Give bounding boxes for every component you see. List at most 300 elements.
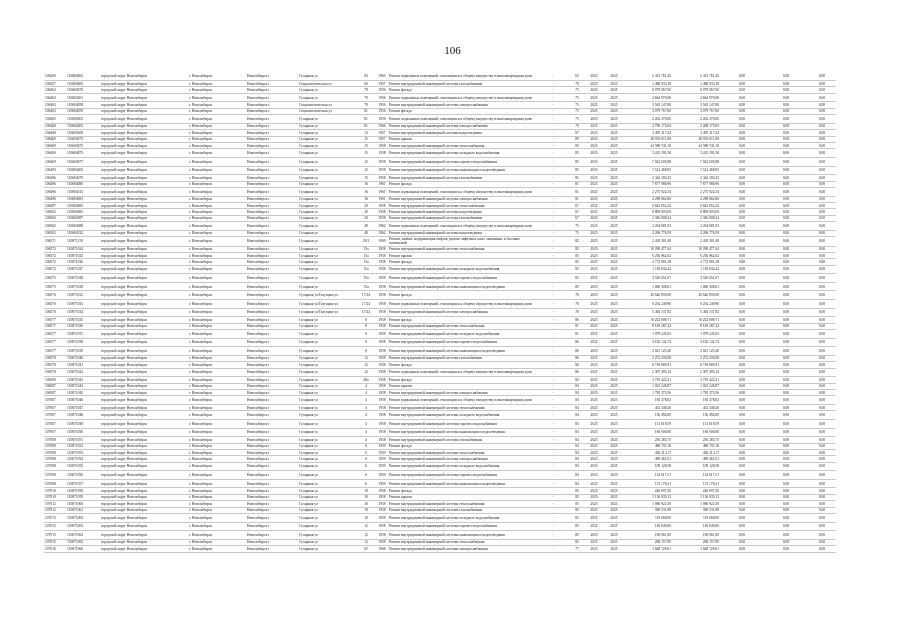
- cell-street: Сухарная ул: [298, 187, 356, 196]
- cell-z2: 0,00: [764, 323, 808, 329]
- cell-code: 110684080: [66, 181, 100, 187]
- cell-year: 1958: [376, 291, 388, 300]
- cell-a: 84: [570, 456, 584, 462]
- cell-work: Ремонт подвальных помещений, относящихся к общему имуществу в многоквартирном доме: [388, 368, 536, 377]
- cell-id: 106572: [44, 246, 66, 252]
- cell-z3: 0,00: [808, 338, 836, 347]
- cell-z3: 0,00: [808, 230, 836, 236]
- cell-street: Сухарная ул: [298, 209, 356, 215]
- cell-street: Сухарная ул: [298, 389, 356, 395]
- cell-z2: 0,00: [764, 115, 808, 124]
- cell-code: 110871063: [66, 522, 100, 531]
- cell-y2: 2025: [604, 87, 624, 93]
- cell-house: 8: [356, 317, 376, 323]
- cell-mun: городской округ Новосибирск: [100, 462, 188, 471]
- cell-y2: 2025: [604, 443, 624, 449]
- cell-z1: 0,00: [720, 522, 764, 531]
- cell-loc: Новосибирск г: [246, 330, 298, 339]
- cell-city: г. Новосибирск: [188, 108, 246, 114]
- cell-work: Ремонт внутридомовой инженерной системы электроснабжения: [388, 102, 536, 108]
- cell-city: г. Новосибирск: [188, 196, 246, 202]
- cell-code: 110871052: [66, 443, 100, 449]
- cell-s2: 2 415 761,45: [672, 72, 720, 81]
- cell-a: 81: [570, 181, 584, 187]
- cell-city: г. Новосибирск: [188, 449, 246, 455]
- cell-y1: 2025: [584, 456, 604, 462]
- cell-code: 110871034: [66, 308, 100, 317]
- cell-id: 107008: [44, 443, 66, 449]
- table-row: [44, 368, 836, 377]
- cell-dash: -: [536, 158, 570, 167]
- cell-street: Сухарная ул: [298, 265, 356, 274]
- cell-y2: 2025: [604, 383, 624, 389]
- cell-y2: 2025: [604, 323, 624, 329]
- cell-work: Ремонт подвальных помещений, относящихся к общему имуществу в многоквартирном доме: [388, 222, 536, 231]
- cell-mun: городской округ Новосибирск: [100, 209, 188, 215]
- cell-code: 110871048: [66, 411, 100, 420]
- cell-a: 84: [570, 428, 584, 437]
- cell-mun: городской округ Новосибирск: [100, 347, 188, 356]
- cell-dash: -: [536, 383, 570, 389]
- cell-y2: 2025: [604, 522, 624, 531]
- cell-work: Ремонт внутридомовой инженерной системы горячего водоснабжения: [388, 158, 536, 167]
- cell-city: г. Новосибирск: [188, 317, 246, 323]
- cell-work: Ремонт внутридомовой инженерной системы электроснабжения: [388, 546, 536, 552]
- cell-code: 110871050: [66, 428, 100, 437]
- table-row: [44, 282, 836, 291]
- cell-z1: 0,00: [720, 355, 764, 361]
- cell-z3: 0,00: [808, 102, 836, 108]
- cell-loc: Новосибирск г: [246, 72, 298, 81]
- cell-id: 106577: [44, 347, 66, 356]
- cell-a: 85: [570, 265, 584, 274]
- cell-z2: 0,00: [764, 317, 808, 323]
- cell-house: 17/24: [356, 300, 376, 309]
- cell-street: Сухарная ул: [298, 123, 356, 129]
- cell-mun: городской округ Новосибирск: [100, 259, 188, 265]
- cell-dash: -: [536, 317, 570, 323]
- table-row: [44, 419, 836, 428]
- cell-y1: 2025: [584, 202, 604, 208]
- cell-s2: 486 701,16: [672, 443, 720, 449]
- cell-dash: -: [536, 338, 570, 347]
- cell-z3: 0,00: [808, 539, 836, 545]
- cell-code: 110871057: [66, 479, 100, 488]
- cell-s2: 131 178,41: [672, 479, 720, 488]
- cell-z1: 0,00: [720, 389, 764, 395]
- cell-city: г. Новосибирск: [188, 246, 246, 252]
- cell-work: Ремонт фасада: [388, 87, 536, 93]
- cell-city: г. Новосибирск: [188, 81, 246, 87]
- cell-dash: -: [536, 377, 570, 383]
- cell-loc: Новосибирск г: [246, 158, 298, 167]
- cell-house: 4: [356, 437, 376, 443]
- cell-street: Сухарная ул: [298, 419, 356, 428]
- cell-street: Сухарная ул: [298, 355, 356, 361]
- cell-z1: 0,00: [720, 368, 764, 377]
- cell-z3: 0,00: [808, 246, 836, 252]
- cell-street: Сухарная ул: [298, 411, 356, 420]
- cell-city: г. Новосибирск: [188, 181, 246, 187]
- cell-z2: 0,00: [764, 108, 808, 114]
- cell-s2: 10 299 477,44: [672, 246, 720, 252]
- cell-work: Ремонт крыши: [388, 383, 536, 389]
- cell-work: Ремонт внутридомовой инженерной системы теплоснабжения: [388, 143, 536, 149]
- cell-loc: Новосибирск г: [246, 143, 298, 149]
- cell-mun: городской округ Новосибирск: [100, 362, 188, 368]
- cell-loc: Новосибирск г: [246, 93, 298, 102]
- cell-street: Сухарная ул: [298, 323, 356, 329]
- cell-z2: 0,00: [764, 175, 808, 181]
- cell-z1: 0,00: [720, 404, 764, 410]
- cell-z1: 0,00: [720, 428, 764, 437]
- cell-house: 81: [356, 108, 376, 114]
- cell-id: 106469: [44, 143, 66, 149]
- cell-y1: 2025: [584, 514, 604, 523]
- cell-mun: городской округ Новосибирск: [100, 265, 188, 274]
- cell-mun: городской округ Новосибирск: [100, 428, 188, 437]
- table-row: [44, 291, 836, 300]
- cell-loc: Новосибирск г: [246, 222, 298, 231]
- cell-y2: 2025: [604, 246, 624, 252]
- cell-street: Сухарная ул: [298, 338, 356, 347]
- cell-mun: городской округ Новосибирск: [100, 355, 188, 361]
- cell-dash: -: [536, 237, 570, 246]
- cell-z3: 0,00: [808, 291, 836, 300]
- cell-s2: 20 053 011,80: [672, 136, 720, 142]
- cell-z2: 0,00: [764, 368, 808, 377]
- table-row: [44, 308, 836, 317]
- cell-city: г. Новосибирск: [188, 377, 246, 383]
- cell-z3: 0,00: [808, 347, 836, 356]
- cell-id: 107008: [44, 456, 66, 462]
- cell-z3: 0,00: [808, 479, 836, 488]
- cell-s2: 1 060 308,61: [672, 282, 720, 291]
- cell-s1: 1 060 308,61: [624, 282, 672, 291]
- cell-year: 1958: [376, 265, 388, 274]
- cell-s1: 109 128,58: [624, 462, 672, 471]
- cell-work: Ремонт внутридомовой инженерной системы газоснабжения: [388, 81, 536, 87]
- cell-code: 110684313: [66, 187, 100, 196]
- cell-dash: -: [536, 102, 570, 108]
- cell-work: Ремонт внутридомовой инженерной системы горячего водоснабжения: [388, 274, 536, 283]
- cell-a: 85: [570, 175, 584, 181]
- cell-y1: 2025: [584, 215, 604, 221]
- cell-y2: 2025: [604, 308, 624, 317]
- cell-s2: 119 068,00: [672, 514, 720, 523]
- cell-house: 4: [356, 428, 376, 437]
- cell-y2: 2025: [604, 158, 624, 167]
- cell-loc: Новосибирск г: [246, 437, 298, 443]
- table-row: [44, 265, 836, 274]
- cell-code: 110871026: [66, 259, 100, 265]
- cell-s2: 2 182 142,74: [672, 338, 720, 347]
- cell-house: 8: [356, 338, 376, 347]
- cell-y2: 2025: [604, 282, 624, 291]
- cell-dash: -: [536, 123, 570, 129]
- cell-mun: городской округ Новосибирск: [100, 389, 188, 395]
- cell-s2: 256 283,75: [672, 437, 720, 443]
- cell-street: Сухарная ул: [298, 456, 356, 462]
- cell-a: 81: [570, 196, 584, 202]
- cell-s1: 6 842 852,22: [624, 202, 672, 208]
- cell-y1: 2025: [584, 230, 604, 236]
- cell-loc: Новосибирск г: [246, 428, 298, 437]
- cell-y1: 2025: [584, 209, 604, 215]
- cell-z3: 0,00: [808, 282, 836, 291]
- table-row: [44, 187, 836, 196]
- cell-z2: 0,00: [764, 300, 808, 309]
- cell-street: Сухарная ул: [298, 383, 356, 389]
- cell-y1: 2025: [584, 494, 604, 500]
- cell-s1: 10 232 009,71: [624, 317, 672, 323]
- cell-y2: 2025: [604, 330, 624, 339]
- cell-loc: Новосибирск г: [246, 514, 298, 523]
- cell-y2: 2025: [604, 501, 624, 507]
- cell-a: 87: [570, 130, 584, 136]
- cell-dash: -: [536, 404, 570, 410]
- cell-s1: 4 772 801,38: [624, 259, 672, 265]
- cell-a: 65: [570, 72, 584, 81]
- cell-z1: 0,00: [720, 347, 764, 356]
- cell-z3: 0,00: [808, 187, 836, 196]
- cell-id: 106469: [44, 158, 66, 167]
- cell-s2: 123 617,21: [672, 471, 720, 480]
- cell-house: 20: [356, 202, 376, 208]
- cell-a: 84: [570, 411, 584, 420]
- cell-city: г. Новосибирск: [188, 252, 246, 258]
- cell-year: 1958: [376, 437, 388, 443]
- cell-id: 106502: [44, 215, 66, 221]
- cell-work: Ремонт подвальных помещений, относящихся к общему имуществу в многоквартирном доме: [388, 115, 536, 124]
- cell-city: г. Новосибирск: [188, 166, 246, 175]
- cell-work: Ремонт внутридомовой инженерной системы горячего водоснабжения: [388, 419, 536, 428]
- cell-z3: 0,00: [808, 265, 836, 274]
- cell-year: 1957: [376, 81, 388, 87]
- cell-id: 107010: [44, 488, 66, 494]
- cell-z1: 0,00: [720, 246, 764, 252]
- cell-city: г. Новосибирск: [188, 456, 246, 462]
- cell-y1: 2025: [584, 265, 604, 274]
- cell-z3: 0,00: [808, 175, 836, 181]
- cell-z1: 0,00: [720, 546, 764, 552]
- cell-house: 16: [356, 181, 376, 187]
- cell-y2: 2025: [604, 428, 624, 437]
- cell-street: Сухарная ул: [298, 330, 356, 339]
- cell-y2: 2025: [604, 230, 624, 236]
- cell-street: Сухарная ул: [298, 317, 356, 323]
- cell-year: 1958: [376, 389, 388, 395]
- cell-mun: городской округ Новосибирск: [100, 308, 188, 317]
- cell-mun: городской округ Новосибирск: [100, 81, 188, 87]
- cell-z1: 0,00: [720, 282, 764, 291]
- cell-s1: 4 298 862,80: [624, 196, 672, 202]
- cell-work: Ремонт внутридомовой инженерной системы теплоснабжения: [388, 323, 536, 329]
- cell-s2: 6 254 249,90: [672, 300, 720, 309]
- cell-id: 107007: [44, 396, 66, 405]
- cell-loc: Новосибирск г: [246, 274, 298, 283]
- cell-house: 12: [356, 368, 376, 377]
- cell-s2: 183 378,82: [672, 396, 720, 405]
- cell-s1: 2 206 776,59: [624, 230, 672, 236]
- cell-loc: Новосибирск г: [246, 196, 298, 202]
- cell-z1: 0,00: [720, 308, 764, 317]
- cell-mun: городской округ Новосибирск: [100, 404, 188, 410]
- cell-y1: 2025: [584, 175, 604, 181]
- cell-z2: 0,00: [764, 81, 808, 87]
- cell-y2: 2025: [604, 396, 624, 405]
- cell-z3: 0,00: [808, 396, 836, 405]
- cell-y2: 2025: [604, 531, 624, 540]
- table-row: [44, 274, 836, 283]
- cell-house: 4: [356, 396, 376, 405]
- cell-s2: 100 061,00: [672, 531, 720, 540]
- cell-s1: 1 136 835,13: [624, 494, 672, 500]
- cell-year: 1958: [376, 404, 388, 410]
- cell-year: 1958: [376, 308, 388, 317]
- cell-house: 81: [356, 115, 376, 124]
- cell-a: 84: [570, 471, 584, 480]
- cell-z3: 0,00: [808, 488, 836, 494]
- cell-year: 1958: [376, 323, 388, 329]
- cell-y2: 2025: [604, 317, 624, 323]
- cell-year: 1958: [376, 274, 388, 283]
- cell-mun: городской округ Новосибирск: [100, 501, 188, 507]
- cell-z1: 0,00: [720, 230, 764, 236]
- cell-z1: 0,00: [720, 419, 764, 428]
- cell-loc: Новосибирск г: [246, 377, 298, 383]
- cell-id: 106572: [44, 252, 66, 258]
- cell-dash: -: [536, 462, 570, 471]
- cell-work: Ремонт подвальных помещений, относящихся к общему имуществу в многоквартирном доме: [388, 396, 536, 405]
- cell-s1: 3 543 147,00: [624, 102, 672, 108]
- cell-mun: городской округ Новосибирск: [100, 330, 188, 339]
- cell-z2: 0,00: [764, 209, 808, 215]
- cell-z2: 0,00: [764, 522, 808, 531]
- cell-city: г. Новосибирск: [188, 501, 246, 507]
- cell-id: 106457: [44, 81, 66, 87]
- cell-street: Сухарная ул: [298, 158, 356, 167]
- cell-id: 107008: [44, 471, 66, 480]
- cell-y1: 2025: [584, 355, 604, 361]
- cell-id: 107008: [44, 479, 66, 488]
- cell-y1: 2025: [584, 362, 604, 368]
- cell-house: 13: [356, 130, 376, 136]
- cell-work: Ремонт фасада: [388, 362, 536, 368]
- cell-house: 17/24: [356, 291, 376, 300]
- cell-id: 106493: [44, 166, 66, 175]
- cell-z3: 0,00: [808, 237, 836, 246]
- cell-z2: 0,00: [764, 443, 808, 449]
- table-row: [44, 149, 836, 158]
- cell-a: 75: [570, 230, 584, 236]
- cell-y2: 2025: [604, 181, 624, 187]
- cell-year: 1959: [376, 479, 388, 488]
- cell-loc: Новосибирск г: [246, 383, 298, 389]
- cell-z2: 0,00: [764, 102, 808, 108]
- cell-house: 48а: [356, 377, 376, 383]
- cell-s2: 5 225 391,58: [672, 149, 720, 158]
- cell-year: 1961: [376, 196, 388, 202]
- cell-a: 75: [570, 108, 584, 114]
- cell-y2: 2025: [604, 488, 624, 494]
- cell-y2: 2025: [604, 187, 624, 196]
- cell-z1: 0,00: [720, 108, 764, 114]
- cell-z2: 0,00: [764, 462, 808, 471]
- cell-loc: Новосибирск г: [246, 531, 298, 540]
- cell-id: 106456: [44, 72, 66, 81]
- cell-a: 85: [570, 252, 584, 258]
- cell-id: 106502: [44, 230, 66, 236]
- cell-y2: 2025: [604, 462, 624, 471]
- cell-y1: 2025: [584, 539, 604, 545]
- cell-z1: 0,00: [720, 300, 764, 309]
- cell-year: 1958: [376, 396, 388, 405]
- cell-work: Ремонт подвальных помещений, относящихся к общему имуществу в многоквартирном доме: [388, 300, 536, 309]
- cell-s2: 499 465,51: [672, 456, 720, 462]
- cell-work: Ремонт внутридомовой инженерной системы газоснабжения: [388, 507, 536, 513]
- cell-z2: 0,00: [764, 93, 808, 102]
- cell-mun: городской округ Новосибирск: [100, 419, 188, 428]
- cell-z3: 0,00: [808, 209, 836, 215]
- cell-s2: 2 021 125,40: [672, 347, 720, 356]
- cell-code: 110684081: [66, 196, 100, 202]
- cell-s2: 3 079 767,00: [672, 108, 720, 114]
- cell-a: 84: [570, 383, 584, 389]
- cell-mun: городской округ Новосибирск: [100, 72, 188, 81]
- cell-z3: 0,00: [808, 501, 836, 507]
- cell-year: 1958: [376, 300, 388, 309]
- cell-z2: 0,00: [764, 471, 808, 480]
- cell-z2: 0,00: [764, 215, 808, 221]
- cell-s2: 1 480 933,18: [672, 81, 720, 87]
- cell-z2: 0,00: [764, 330, 808, 339]
- cell-z2: 0,00: [764, 130, 808, 136]
- cell-z2: 0,00: [764, 123, 808, 129]
- cell-y2: 2025: [604, 102, 624, 108]
- table-row: [44, 411, 836, 420]
- cell-z1: 0,00: [720, 237, 764, 246]
- cell-city: г. Новосибирск: [188, 462, 246, 471]
- cell-year: 1958: [376, 411, 388, 420]
- cell-year: 1958: [376, 347, 388, 356]
- cell-z1: 0,00: [720, 362, 764, 368]
- cell-s2: 24 580 741,10: [672, 143, 720, 149]
- cell-work: Ремонт фасада: [388, 291, 536, 300]
- cell-z1: 0,00: [720, 259, 764, 265]
- cell-work: Ремонт внутридомовой инженерной системы канализации и водоотведения: [388, 282, 536, 291]
- cell-z2: 0,00: [764, 187, 808, 196]
- cell-s1: 436 213,17: [624, 449, 672, 455]
- cell-id: 106469: [44, 136, 66, 142]
- cell-house: 12: [356, 531, 376, 540]
- cell-z2: 0,00: [764, 419, 808, 428]
- cell-z1: 0,00: [720, 514, 764, 523]
- cell-mun: городской округ Новосибирск: [100, 187, 188, 196]
- table-row: [44, 428, 836, 437]
- cell-mun: городской округ Новосибирск: [100, 196, 188, 202]
- cell-city: г. Новосибирск: [188, 149, 246, 158]
- cell-z3: 0,00: [808, 443, 836, 449]
- cell-city: г. Новосибирск: [188, 282, 246, 291]
- cell-mun: городской округ Новосибирск: [100, 130, 188, 136]
- cell-z2: 0,00: [764, 136, 808, 142]
- cell-a: 84: [570, 462, 584, 471]
- cell-z2: 0,00: [764, 181, 808, 187]
- cell-city: г. Новосибирск: [188, 546, 246, 552]
- cell-z3: 0,00: [808, 108, 836, 114]
- cell-z2: 0,00: [764, 246, 808, 252]
